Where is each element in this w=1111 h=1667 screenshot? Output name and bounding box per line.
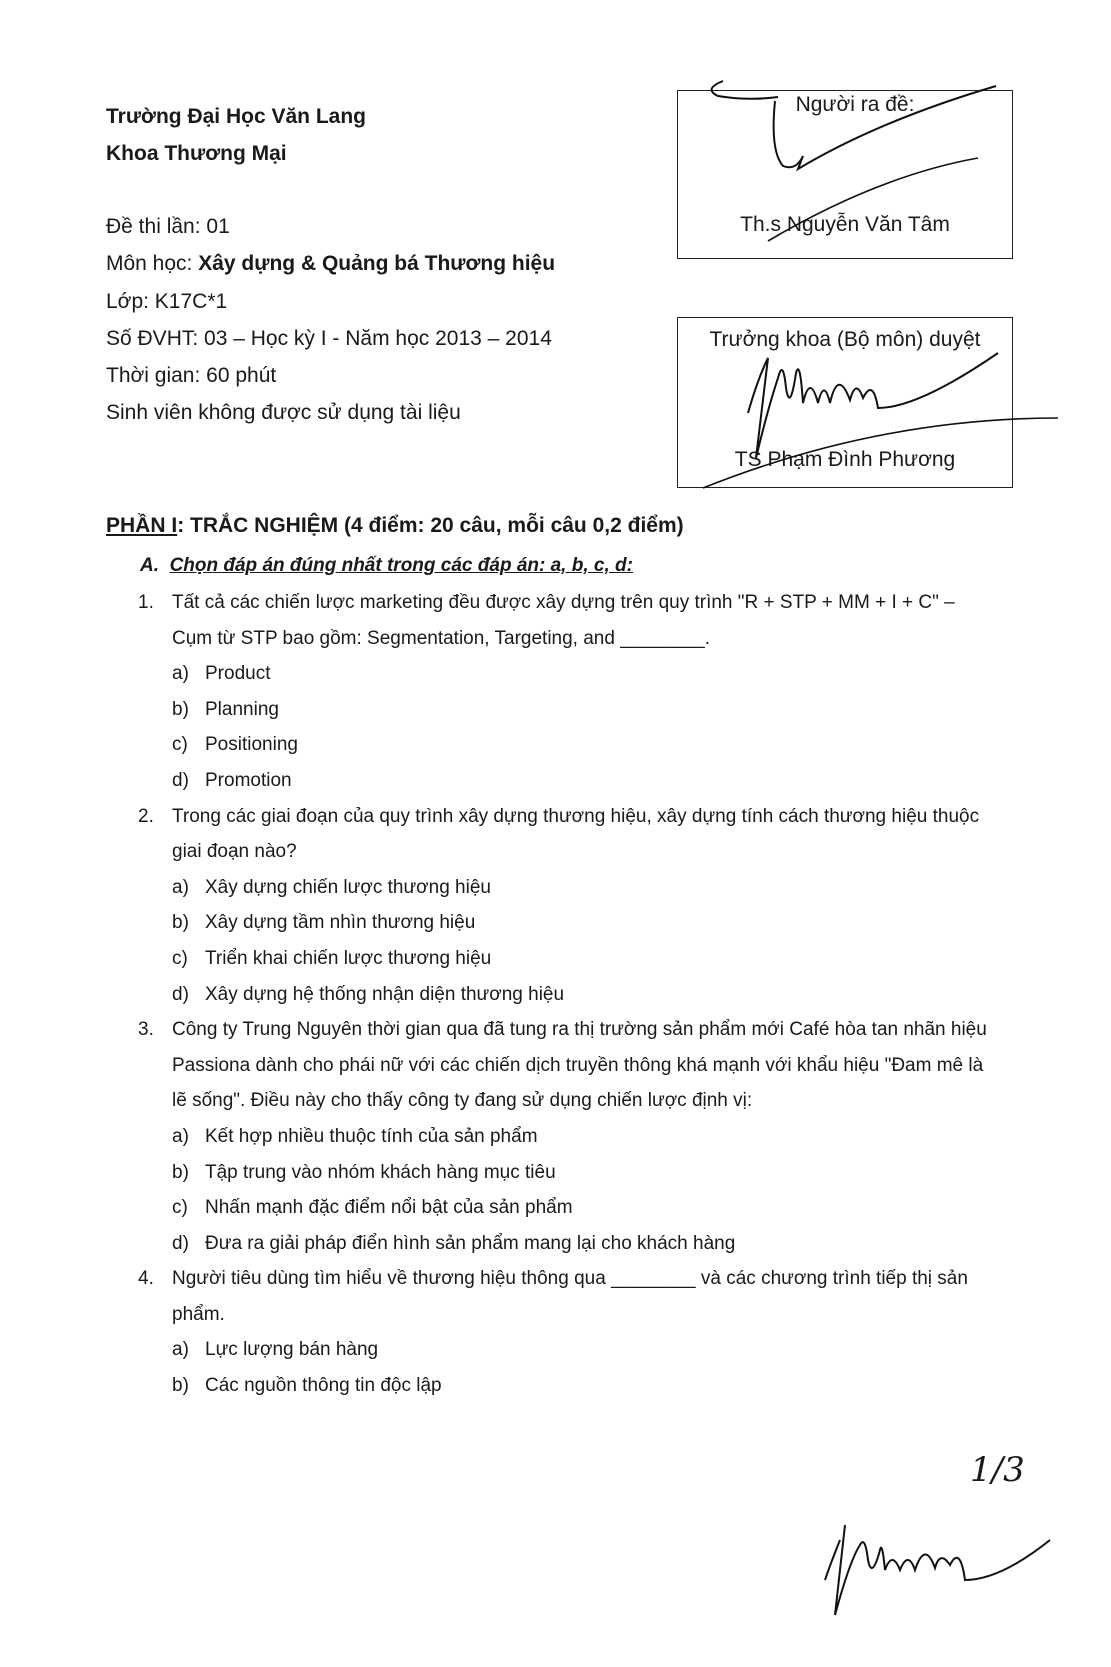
page-number: 1/3	[970, 1450, 1025, 1490]
answer-option	[138, 1190, 998, 1226]
option-text: Kết hợp nhiều thuộc tính của sản phẩm	[205, 1125, 538, 1147]
question-number: 2.	[138, 805, 154, 827]
answer-option	[138, 692, 998, 728]
author-name: Th.s Nguyễn Văn Tâm	[740, 213, 950, 236]
school-header	[106, 98, 366, 172]
answer-option	[138, 1332, 998, 1368]
option-text: Đưa ra giải pháp điển hình sản phẩm mang lại cho khách hàng	[205, 1232, 736, 1254]
answer-option	[138, 905, 998, 941]
answer-option	[138, 977, 998, 1013]
question-number: 1.	[138, 592, 154, 613]
answer-option	[138, 763, 998, 799]
option-text: Nhấn mạnh đặc điểm nổi bật của sản phẩm	[205, 1197, 573, 1219]
option-letter: b)	[172, 698, 189, 720]
option-text: Xây dựng chiến lược thương hiệu	[205, 876, 491, 898]
faculty-name: Khoa Thương Mại	[106, 142, 287, 165]
section-heading	[140, 555, 633, 577]
exam-number: Đề thi lần: 01	[106, 215, 230, 238]
section-label: A.	[140, 555, 159, 576]
author-box	[677, 90, 1013, 259]
note-line: Sinh viên không được sử dụng tài liệu	[106, 401, 461, 425]
exam-info	[106, 208, 555, 432]
option-letter: b)	[172, 1375, 189, 1397]
option-letter: d)	[172, 1232, 189, 1254]
class-line: Lớp: K17C*1	[106, 289, 228, 313]
dean-box	[677, 317, 1013, 488]
question-text: Tất cả các chiến lược marketing đều được xây dựng trên quy trình "R + STP + MM + I + C" – Cụm từ STP bao gồm: Segmentation, Targeting, and ________.	[172, 592, 955, 649]
option-letter: b)	[172, 912, 189, 934]
option-text: Các nguồn thông tin độc lập	[205, 1375, 442, 1397]
question-number: 3.	[138, 1019, 154, 1041]
option-text: Xây dựng tầm nhìn thương hiệu	[205, 912, 476, 934]
option-letter: a)	[172, 1125, 189, 1147]
option-text: Positioning	[205, 734, 298, 756]
answer-option	[138, 1119, 998, 1155]
section-instruction: Chọn đáp án đúng nhất trong các đáp án: a, b, c, d:	[169, 555, 633, 576]
answer-option	[138, 1368, 998, 1404]
option-letter: b)	[172, 1161, 189, 1183]
subject-name: Xây dựng & Quảng bá Thương hiệu	[198, 252, 556, 276]
question-text: Công ty Trung Nguyên thời gian qua đã tung ra thị trường sản phẩm mới Café hòa tan nhãn hiệu Passiona dành cho phái nữ với các chiến dịch truyền thông khá mạnh với khẩu hiệu "Đam mê là lẽ sống". Điều này cho thấy công ty đang sử dụng chiến lược định vị:	[172, 1019, 987, 1112]
question-text: Trong các giai đoạn của quy trình xây dựng thương hiệu, xây dựng tính cách thương hiệu thuộc giai đoạn nào?	[172, 805, 980, 863]
option-letter: d)	[172, 769, 189, 791]
author-title: Người ra đề:	[795, 93, 915, 116]
dean-signature-icon	[678, 318, 1012, 487]
dean-name: TS Phạm Đình Phương	[734, 448, 956, 471]
option-letter: a)	[172, 876, 189, 898]
question-text: Người tiêu dùng tìm hiểu về thương hiệu thông qua ________ và các chương trình tiếp thị sản phẩm.	[172, 1268, 968, 1325]
question	[138, 585, 998, 656]
option-letter: d)	[172, 983, 189, 1005]
answer-option	[138, 656, 998, 692]
question-list	[138, 585, 998, 1404]
dean-title: Trưởng khoa (Bộ môn) duyệt	[709, 328, 981, 351]
answer-option	[138, 1155, 998, 1191]
answer-option	[138, 727, 998, 763]
answer-option	[138, 941, 998, 977]
subject-line	[106, 245, 555, 282]
option-text: Lực lượng bán hàng	[205, 1339, 379, 1361]
question-number: 4.	[138, 1268, 154, 1290]
part-title: : TRẮC NGHIỆM (4 điểm: 20 câu, mỗi câu 0,2 điểm)	[177, 514, 684, 537]
part-label: PHẦN I	[106, 514, 178, 537]
option-text: Promotion	[205, 769, 292, 791]
answer-option	[138, 1226, 998, 1262]
option-letter: c)	[172, 1197, 188, 1219]
question	[138, 1012, 998, 1119]
option-text: Product	[205, 663, 271, 685]
footer-signature-icon	[820, 1510, 1060, 1620]
option-text: Planning	[205, 698, 279, 720]
option-text: Xây dựng hệ thống nhận diện thương hiệu	[205, 983, 565, 1005]
school-name: Trường Đại Học Văn Lang	[106, 105, 366, 128]
question	[138, 799, 998, 870]
option-letter: c)	[172, 947, 188, 969]
subject-label: Môn học:	[106, 252, 199, 276]
time-line: Thời gian: 60 phút	[106, 364, 277, 388]
option-letter: a)	[172, 1339, 189, 1361]
author-signature-icon	[678, 91, 1012, 258]
part-heading	[106, 514, 684, 538]
credits-line: Số ĐVHT: 03 – Học kỳ I - Năm học 2013 – 2014	[106, 326, 552, 350]
option-letter: c)	[172, 734, 188, 756]
question	[138, 1261, 998, 1332]
option-letter: a)	[172, 663, 189, 685]
option-text: Tập trung vào nhóm khách hàng mục tiêu	[205, 1161, 556, 1183]
option-text: Triển khai chiến lược thương hiệu	[205, 947, 492, 969]
answer-option	[138, 870, 998, 906]
